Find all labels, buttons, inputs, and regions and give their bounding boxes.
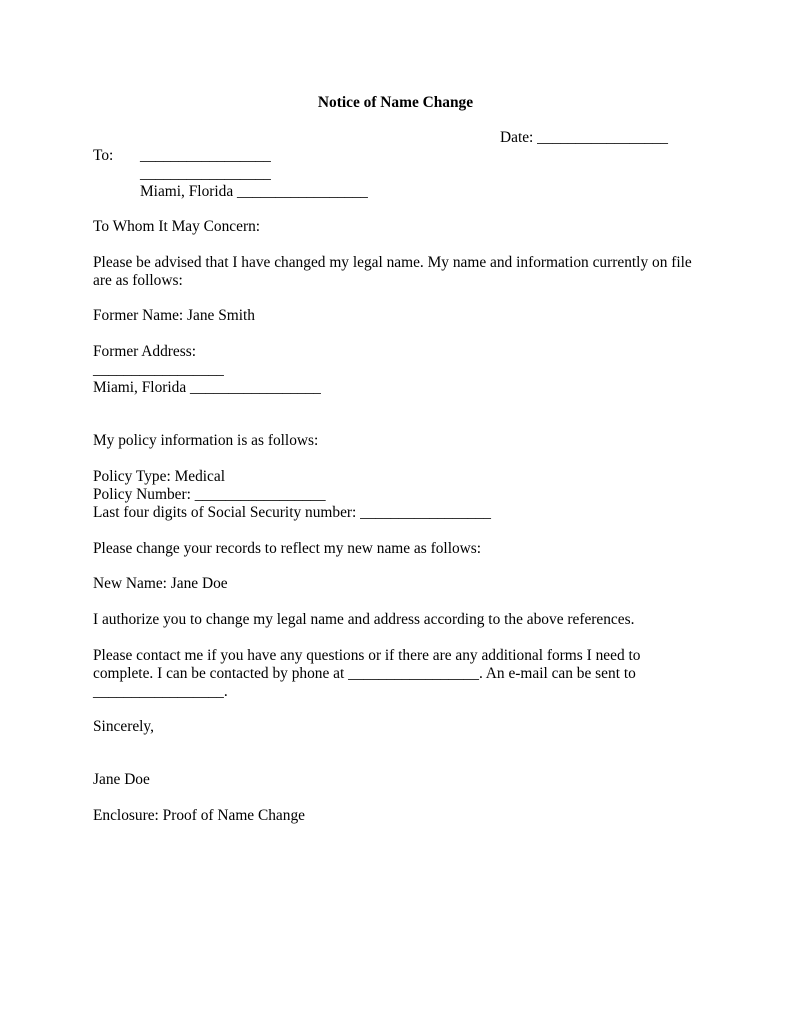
to-label: To: — [93, 147, 114, 164]
policy-intro: My policy information is as follows: — [93, 432, 319, 449]
to-line-1: _________________ — [140, 147, 271, 164]
former-address-label: Former Address: — [93, 343, 197, 360]
salutation: To Whom It May Concern: — [93, 218, 261, 235]
document-title: Notice of Name Change — [317, 94, 474, 111]
contact-line-2: complete. I can be contacted by phone at _________________. An e-mail can be sent to — [93, 665, 636, 682]
to-line-3: Miami, Florida _________________ — [140, 183, 368, 200]
ssn-digits: Last four digits of Social Security number: _________________ — [93, 504, 491, 521]
closing: Sincerely, — [93, 718, 154, 735]
authorization: I authorize you to change my legal name and address according to the above references. — [93, 611, 635, 628]
to-line-2: _________________ — [140, 165, 271, 182]
enclosure: Enclosure: Proof of Name Change — [93, 807, 305, 824]
former-name: Former Name: Jane Smith — [93, 307, 255, 324]
new-name: New Name: Jane Doe — [93, 575, 228, 592]
contact-line-1: Please contact me if you have any questions or if there are any additional forms I need to — [93, 647, 641, 664]
policy-number: Policy Number: _________________ — [93, 486, 326, 503]
policy-type: Policy Type: Medical — [93, 468, 225, 485]
intro-line-1: Please be advised that I have changed my legal name. My name and information currently on file — [93, 254, 692, 271]
former-address-line-2: Miami, Florida _________________ — [93, 379, 321, 396]
intro-line-2: are as follows: — [93, 272, 183, 289]
date-line: Date: _________________ — [500, 129, 668, 146]
former-address-line-1: _________________ — [93, 361, 224, 378]
change-request: Please change your records to reflect my new name as follows: — [93, 540, 482, 557]
signature-name: Jane Doe — [93, 771, 150, 788]
contact-line-3: _________________. — [93, 683, 228, 700]
